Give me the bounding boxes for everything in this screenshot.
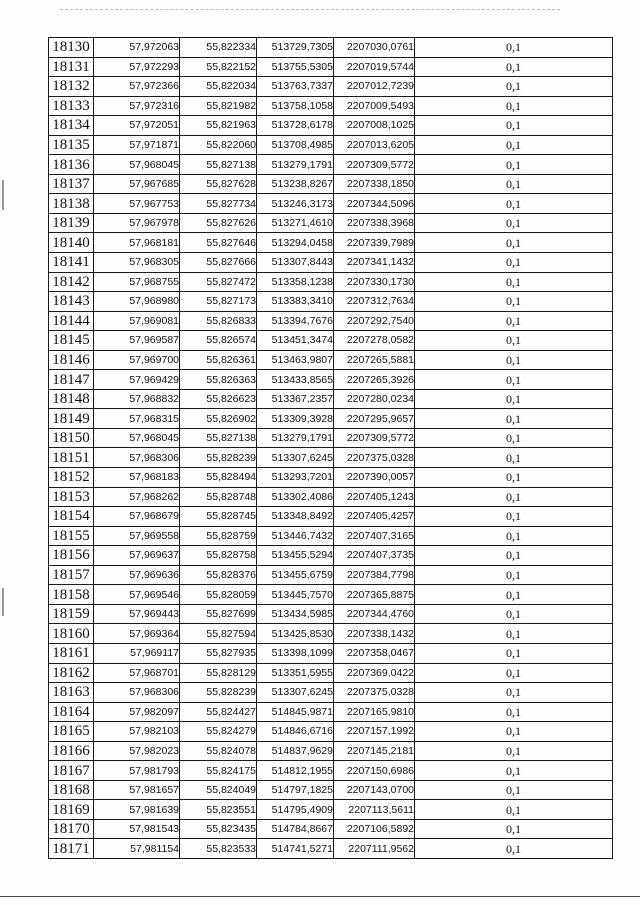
longitude-value: 55,827666: [180, 253, 257, 273]
y-coordinate: 2207369,0422: [334, 663, 415, 683]
table-row: [49, 428, 613, 448]
accuracy-value: 0,1: [415, 135, 613, 155]
longitude-value: 55,827138: [180, 428, 257, 448]
x-coordinate: 514846,6716: [257, 722, 334, 742]
accuracy-value: 0,1: [415, 174, 613, 194]
longitude-value: 55,827626: [180, 213, 257, 233]
y-coordinate: 2207150,6986: [334, 761, 415, 781]
accuracy-value: 0,1: [415, 194, 613, 214]
accuracy-value: 0,1: [415, 507, 613, 527]
latitude-value: 57,981793: [94, 761, 180, 781]
longitude-value: 55,828745: [180, 507, 257, 527]
latitude-value: 57,969081: [94, 311, 180, 331]
point-number: 18143: [49, 292, 94, 312]
longitude-value: 55,824427: [180, 702, 257, 722]
longitude-value: 55,827646: [180, 233, 257, 253]
x-coordinate: 514741,5271: [257, 839, 334, 859]
longitude-value: 55,826361: [180, 350, 257, 370]
y-coordinate: 2207111,9562: [334, 839, 415, 859]
y-coordinate: 2207165,9810: [334, 702, 415, 722]
y-coordinate: 2207295,9657: [334, 409, 415, 429]
longitude-value: 55,827699: [180, 604, 257, 624]
x-coordinate: 513451,3474: [257, 331, 334, 351]
point-number: 18152: [49, 468, 94, 488]
point-number: 18166: [49, 741, 94, 761]
longitude-value: 55,827138: [180, 155, 257, 175]
latitude-value: 57,968306: [94, 448, 180, 468]
point-number: 18146: [49, 350, 94, 370]
longitude-value: 55,828059: [180, 585, 257, 605]
accuracy-value: 0,1: [415, 96, 613, 116]
accuracy-value: 0,1: [415, 741, 613, 761]
y-coordinate: 2207365,8875: [334, 585, 415, 605]
x-coordinate: 513708,4985: [257, 135, 334, 155]
point-number: 18158: [49, 585, 94, 605]
table-row: [49, 741, 613, 761]
latitude-value: 57,968980: [94, 292, 180, 312]
x-coordinate: 513728,6178: [257, 116, 334, 136]
longitude-value: 55,827173: [180, 292, 257, 312]
table-row: [49, 507, 613, 527]
table-row: [49, 487, 613, 507]
y-coordinate: 2207405,4257: [334, 507, 415, 527]
x-coordinate: 514812,1955: [257, 761, 334, 781]
longitude-value: 55,826623: [180, 389, 257, 409]
longitude-value: 55,824049: [180, 780, 257, 800]
latitude-value: 57,968755: [94, 272, 180, 292]
y-coordinate: 2207344,5096: [334, 194, 415, 214]
accuracy-value: 0,1: [415, 253, 613, 273]
coordinates-table-body: [49, 38, 613, 859]
table-row: [49, 565, 613, 585]
point-number: 18151: [49, 448, 94, 468]
accuracy-value: 0,1: [415, 292, 613, 312]
table-row: [49, 585, 613, 605]
latitude-value: 57,969700: [94, 350, 180, 370]
latitude-value: 57,969636: [94, 565, 180, 585]
point-number: 18141: [49, 253, 94, 273]
y-coordinate: 2207384,7798: [334, 565, 415, 585]
accuracy-value: 0,1: [415, 702, 613, 722]
table-row: [49, 663, 613, 683]
table-row: [49, 213, 613, 233]
accuracy-value: 0,1: [415, 565, 613, 585]
accuracy-value: 0,1: [415, 643, 613, 663]
y-coordinate: 2207143,0700: [334, 780, 415, 800]
latitude-value: 57,981639: [94, 800, 180, 820]
latitude-value: 57,968262: [94, 487, 180, 507]
latitude-value: 57,971871: [94, 135, 180, 155]
longitude-value: 55,827594: [180, 624, 257, 644]
table-row: [49, 370, 613, 390]
binding-edge: [2, 0, 5, 905]
table-row: [49, 604, 613, 624]
point-number: 18153: [49, 487, 94, 507]
longitude-value: 55,824279: [180, 722, 257, 742]
x-coordinate: 513367,2357: [257, 389, 334, 409]
y-coordinate: 2207338,1850: [334, 174, 415, 194]
point-number: 18165: [49, 722, 94, 742]
point-number: 18132: [49, 77, 94, 97]
table-row: [49, 155, 613, 175]
y-coordinate: 2207375,0328: [334, 448, 415, 468]
y-coordinate: 2207030,0761: [334, 38, 415, 58]
accuracy-value: 0,1: [415, 604, 613, 624]
x-coordinate: 513446,7432: [257, 526, 334, 546]
point-number: 18169: [49, 800, 94, 820]
y-coordinate: 2207338,3968: [334, 213, 415, 233]
latitude-value: 57,969364: [94, 624, 180, 644]
accuracy-value: 0,1: [415, 663, 613, 683]
y-coordinate: 2207019,5744: [334, 57, 415, 77]
table-row: [49, 683, 613, 703]
point-number: 18168: [49, 780, 94, 800]
table-row: [49, 233, 613, 253]
x-coordinate: 513351,5955: [257, 663, 334, 683]
y-coordinate: 2207309,5772: [334, 428, 415, 448]
latitude-value: 57,981543: [94, 819, 180, 839]
x-coordinate: 513348,8492: [257, 507, 334, 527]
longitude-value: 55,824175: [180, 761, 257, 781]
table-row: [49, 624, 613, 644]
scan-edge-bottom: [0, 896, 640, 897]
point-number: 18136: [49, 155, 94, 175]
point-number: 18150: [49, 428, 94, 448]
point-number: 18170: [49, 819, 94, 839]
latitude-value: 57,968306: [94, 683, 180, 703]
table-row: [49, 331, 613, 351]
longitude-value: 55,826833: [180, 311, 257, 331]
latitude-value: 57,982097: [94, 702, 180, 722]
table-row: [49, 311, 613, 331]
x-coordinate: 513246,3173: [257, 194, 334, 214]
x-coordinate: 513729,7305: [257, 38, 334, 58]
x-coordinate: 513763,7337: [257, 77, 334, 97]
x-coordinate: 513279,1791: [257, 428, 334, 448]
longitude-value: 55,827734: [180, 194, 257, 214]
longitude-value: 55,821982: [180, 96, 257, 116]
x-coordinate: 513434,5985: [257, 604, 334, 624]
point-number: 18163: [49, 683, 94, 703]
table-row: [49, 272, 613, 292]
table-row: [49, 526, 613, 546]
point-number: 18130: [49, 38, 94, 58]
accuracy-value: 0,1: [415, 370, 613, 390]
table-row: [49, 722, 613, 742]
table-row: [49, 468, 613, 488]
y-coordinate: 2207407,3165: [334, 526, 415, 546]
point-number: 18155: [49, 526, 94, 546]
accuracy-value: 0,1: [415, 546, 613, 566]
x-coordinate: 513293,7201: [257, 468, 334, 488]
point-number: 18164: [49, 702, 94, 722]
y-coordinate: 2207278,0582: [334, 331, 415, 351]
table-row: [49, 253, 613, 273]
latitude-value: 57,968305: [94, 253, 180, 273]
longitude-value: 55,828376: [180, 565, 257, 585]
point-number: 18131: [49, 57, 94, 77]
latitude-value: 57,969546: [94, 585, 180, 605]
accuracy-value: 0,1: [415, 761, 613, 781]
latitude-value: 57,981154: [94, 839, 180, 859]
longitude-value: 55,828494: [180, 468, 257, 488]
longitude-value: 55,828748: [180, 487, 257, 507]
latitude-value: 57,968832: [94, 389, 180, 409]
accuracy-value: 0,1: [415, 350, 613, 370]
table-row: [49, 643, 613, 663]
accuracy-value: 0,1: [415, 213, 613, 233]
latitude-value: 57,969117: [94, 643, 180, 663]
accuracy-value: 0,1: [415, 819, 613, 839]
point-number: 18142: [49, 272, 94, 292]
y-coordinate: 2207339,7989: [334, 233, 415, 253]
y-coordinate: 2207309,5772: [334, 155, 415, 175]
longitude-value: 55,823551: [180, 800, 257, 820]
accuracy-value: 0,1: [415, 683, 613, 703]
longitude-value: 55,822034: [180, 77, 257, 97]
point-number: 18161: [49, 643, 94, 663]
longitude-value: 55,828759: [180, 526, 257, 546]
accuracy-value: 0,1: [415, 448, 613, 468]
table-row: [49, 174, 613, 194]
table-row: [49, 57, 613, 77]
table-row: [49, 839, 613, 859]
point-number: 18139: [49, 213, 94, 233]
point-number: 18144: [49, 311, 94, 331]
accuracy-value: 0,1: [415, 155, 613, 175]
point-number: 18167: [49, 761, 94, 781]
y-coordinate: 2207292,7540: [334, 311, 415, 331]
longitude-value: 55,822060: [180, 135, 257, 155]
y-coordinate: 2207405,1243: [334, 487, 415, 507]
point-number: 18147: [49, 370, 94, 390]
y-coordinate: 2207280,0234: [334, 389, 415, 409]
latitude-value: 57,968701: [94, 663, 180, 683]
x-coordinate: 513455,5294: [257, 546, 334, 566]
latitude-value: 57,981657: [94, 780, 180, 800]
longitude-value: 55,824078: [180, 741, 257, 761]
point-number: 18154: [49, 507, 94, 527]
y-coordinate: 2207341,1432: [334, 253, 415, 273]
latitude-value: 57,968045: [94, 428, 180, 448]
latitude-value: 57,968679: [94, 507, 180, 527]
x-coordinate: 513455,6759: [257, 565, 334, 585]
table-row: [49, 77, 613, 97]
accuracy-value: 0,1: [415, 272, 613, 292]
point-number: 18148: [49, 389, 94, 409]
x-coordinate: 513307,6245: [257, 448, 334, 468]
point-number: 18133: [49, 96, 94, 116]
x-coordinate: 513279,1791: [257, 155, 334, 175]
y-coordinate: 2207344,4760: [334, 604, 415, 624]
accuracy-value: 0,1: [415, 38, 613, 58]
x-coordinate: 513433,8565: [257, 370, 334, 390]
latitude-value: 57,968315: [94, 409, 180, 429]
table-row: [49, 800, 613, 820]
point-number: 18134: [49, 116, 94, 136]
y-coordinate: 2207330,1730: [334, 272, 415, 292]
longitude-value: 55,823533: [180, 839, 257, 859]
latitude-value: 57,969587: [94, 331, 180, 351]
x-coordinate: 514797,1825: [257, 780, 334, 800]
longitude-value: 55,822334: [180, 38, 257, 58]
accuracy-value: 0,1: [415, 311, 613, 331]
longitude-value: 55,828758: [180, 546, 257, 566]
x-coordinate: 514795,4909: [257, 800, 334, 820]
table-row: [49, 819, 613, 839]
longitude-value: 55,828239: [180, 448, 257, 468]
accuracy-value: 0,1: [415, 389, 613, 409]
longitude-value: 55,821963: [180, 116, 257, 136]
y-coordinate: 2207312,7634: [334, 292, 415, 312]
longitude-value: 55,826363: [180, 370, 257, 390]
x-coordinate: 513755,5305: [257, 57, 334, 77]
accuracy-value: 0,1: [415, 800, 613, 820]
latitude-value: 57,982023: [94, 741, 180, 761]
y-coordinate: 2207106,5892: [334, 819, 415, 839]
accuracy-value: 0,1: [415, 57, 613, 77]
y-coordinate: 2207338,1432: [334, 624, 415, 644]
scan-edge-top: [60, 9, 560, 10]
table-row: [49, 292, 613, 312]
y-coordinate: 2207157,1992: [334, 722, 415, 742]
x-coordinate: 513358,1238: [257, 272, 334, 292]
y-coordinate: 2207390,0057: [334, 468, 415, 488]
y-coordinate: 2207407,3735: [334, 546, 415, 566]
table-row: [49, 350, 613, 370]
table-row: [49, 409, 613, 429]
accuracy-value: 0,1: [415, 331, 613, 351]
y-coordinate: 2207265,3926: [334, 370, 415, 390]
x-coordinate: 514845,9871: [257, 702, 334, 722]
latitude-value: 57,967978: [94, 213, 180, 233]
latitude-value: 57,969443: [94, 604, 180, 624]
latitude-value: 57,969558: [94, 526, 180, 546]
x-coordinate: 513383,3410: [257, 292, 334, 312]
x-coordinate: 513398,1099: [257, 643, 334, 663]
table-row: [49, 96, 613, 116]
latitude-value: 57,967753: [94, 194, 180, 214]
y-coordinate: 2207375,0328: [334, 683, 415, 703]
x-coordinate: 513758,1058: [257, 96, 334, 116]
accuracy-value: 0,1: [415, 526, 613, 546]
latitude-value: 57,968181: [94, 233, 180, 253]
y-coordinate: 2207008,1025: [334, 116, 415, 136]
longitude-value: 55,826574: [180, 331, 257, 351]
longitude-value: 55,828239: [180, 683, 257, 703]
x-coordinate: 513445,7570: [257, 585, 334, 605]
point-number: 18156: [49, 546, 94, 566]
accuracy-value: 0,1: [415, 839, 613, 859]
point-number: 18157: [49, 565, 94, 585]
x-coordinate: 513302,4086: [257, 487, 334, 507]
table-row: [49, 546, 613, 566]
x-coordinate: 513425,8530: [257, 624, 334, 644]
latitude-value: 57,969429: [94, 370, 180, 390]
y-coordinate: 2207265,5881: [334, 350, 415, 370]
x-coordinate: 514837,9629: [257, 741, 334, 761]
x-coordinate: 514784,8667: [257, 819, 334, 839]
y-coordinate: 2207009,5493: [334, 96, 415, 116]
point-number: 18137: [49, 174, 94, 194]
table-row: [49, 389, 613, 409]
y-coordinate: 2207145,2181: [334, 741, 415, 761]
longitude-value: 55,823435: [180, 819, 257, 839]
point-number: 18135: [49, 135, 94, 155]
x-coordinate: 513271,4610: [257, 213, 334, 233]
accuracy-value: 0,1: [415, 722, 613, 742]
latitude-value: 57,972051: [94, 116, 180, 136]
accuracy-value: 0,1: [415, 77, 613, 97]
x-coordinate: 513294,0458: [257, 233, 334, 253]
x-coordinate: 513238,8267: [257, 174, 334, 194]
x-coordinate: 513394,7676: [257, 311, 334, 331]
accuracy-value: 0,1: [415, 780, 613, 800]
point-number: 18140: [49, 233, 94, 253]
accuracy-value: 0,1: [415, 428, 613, 448]
y-coordinate: 2207113,5611: [334, 800, 415, 820]
longitude-value: 55,826902: [180, 409, 257, 429]
latitude-value: 57,972293: [94, 57, 180, 77]
table-row: [49, 448, 613, 468]
table-row: [49, 702, 613, 722]
point-number: 18162: [49, 663, 94, 683]
point-number: 18138: [49, 194, 94, 214]
point-number: 18171: [49, 839, 94, 859]
latitude-value: 57,972316: [94, 96, 180, 116]
longitude-value: 55,828129: [180, 663, 257, 683]
accuracy-value: 0,1: [415, 409, 613, 429]
table-row: [49, 761, 613, 781]
latitude-value: 57,969637: [94, 546, 180, 566]
longitude-value: 55,827472: [180, 272, 257, 292]
latitude-value: 57,968183: [94, 468, 180, 488]
longitude-value: 55,822152: [180, 57, 257, 77]
latitude-value: 57,968045: [94, 155, 180, 175]
x-coordinate: 513463,9807: [257, 350, 334, 370]
accuracy-value: 0,1: [415, 487, 613, 507]
x-coordinate: 513309,3928: [257, 409, 334, 429]
accuracy-value: 0,1: [415, 585, 613, 605]
point-number: 18159: [49, 604, 94, 624]
y-coordinate: 2207013,6205: [334, 135, 415, 155]
table-row: [49, 194, 613, 214]
point-number: 18149: [49, 409, 94, 429]
y-coordinate: 2207012,7239: [334, 77, 415, 97]
latitude-value: 57,972063: [94, 38, 180, 58]
latitude-value: 57,972366: [94, 77, 180, 97]
x-coordinate: 513307,8443: [257, 253, 334, 273]
longitude-value: 55,827628: [180, 174, 257, 194]
accuracy-value: 0,1: [415, 468, 613, 488]
latitude-value: 57,982103: [94, 722, 180, 742]
point-number: 18145: [49, 331, 94, 351]
coordinates-table: [48, 37, 613, 859]
y-coordinate: 2207358,0467: [334, 643, 415, 663]
table-row: [49, 780, 613, 800]
table-row: [49, 135, 613, 155]
accuracy-value: 0,1: [415, 624, 613, 644]
latitude-value: 57,967685: [94, 174, 180, 194]
x-coordinate: 513307,6245: [257, 683, 334, 703]
accuracy-value: 0,1: [415, 233, 613, 253]
table-row: [49, 38, 613, 58]
accuracy-value: 0,1: [415, 116, 613, 136]
table-row: [49, 116, 613, 136]
longitude-value: 55,827935: [180, 643, 257, 663]
point-number: 18160: [49, 624, 94, 644]
